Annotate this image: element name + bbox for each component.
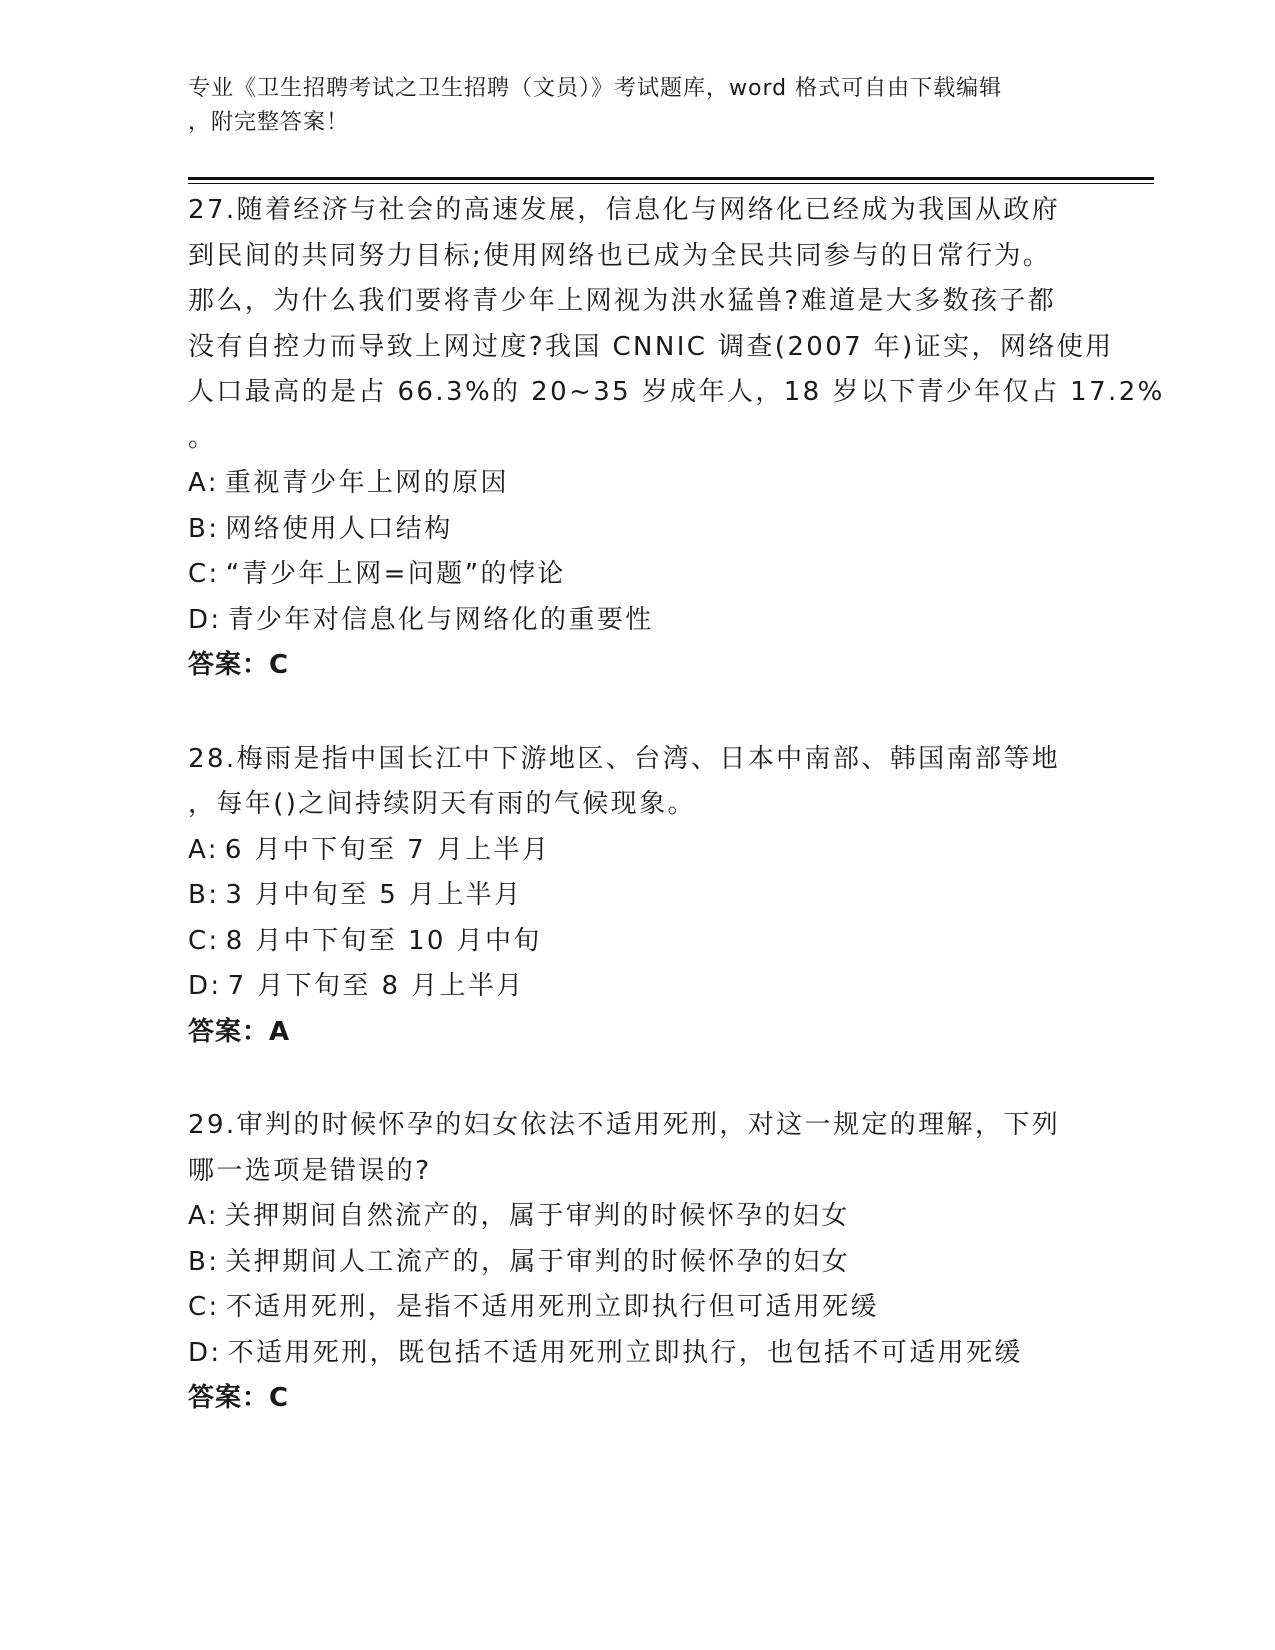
question-29 bbox=[188, 1103, 1148, 1422]
stem-line: 。 bbox=[188, 422, 217, 453]
option-text: 不适用死刑，是指不适用死刑立即执行但可适用死缓 bbox=[225, 1292, 879, 1322]
option-letter: C: bbox=[188, 559, 220, 589]
stem-line: ，每年()之间持续阴天有雨的气候现象。 bbox=[188, 789, 696, 819]
option-b bbox=[188, 507, 1148, 553]
option-text: 8 月中下旬至 10 月中旬 bbox=[225, 925, 542, 956]
answer-label: 答案：C bbox=[188, 650, 290, 680]
option-letter: C: bbox=[188, 925, 220, 956]
option-c bbox=[188, 552, 1148, 598]
header-divider-thin bbox=[188, 183, 1154, 184]
option-text: 6 月中下旬至 7 月上半月 bbox=[224, 834, 551, 865]
option-d bbox=[188, 964, 1148, 1010]
stem-line: 没有自控力而导致上网过度?我国 CNNIC 调查(2007 年)证实，网络使用 bbox=[188, 331, 1114, 362]
option-letter: A: bbox=[188, 834, 219, 865]
option-letter: D: bbox=[188, 971, 222, 1001]
option-letter: A: bbox=[188, 1201, 219, 1231]
question-stem bbox=[188, 188, 1165, 461]
option-d bbox=[188, 598, 1148, 644]
option-letter: A: bbox=[188, 468, 219, 498]
stem-line: 29.审判的时候怀孕的妇女依法不适用死刑，对这一规定的理解，下列 bbox=[188, 1110, 1061, 1140]
stem-line: 28.梅雨是指中国长江中下游地区、台湾、日本中南部、韩国南部等地 bbox=[188, 743, 1061, 774]
stem-line: 哪一选项是错误的? bbox=[188, 1155, 432, 1186]
option-text: 关押期间人工流产的，属于审判的时候怀孕的妇女 bbox=[225, 1246, 851, 1277]
option-a bbox=[188, 1194, 1148, 1240]
option-letter: C: bbox=[188, 1292, 220, 1322]
option-text: 7 月下旬至 8 月上半月 bbox=[227, 971, 525, 1001]
option-c bbox=[188, 919, 1148, 965]
option-text: 网络使用人口结构 bbox=[225, 513, 453, 544]
option-text: 青少年对信息化与网络化的重要性 bbox=[227, 604, 654, 635]
question-list bbox=[188, 188, 1165, 1470]
header-line: 专业《卫生招聘考试之卫生招聘（文员）》考试题库，word 格式可自由下载编辑 bbox=[188, 76, 1003, 101]
answer-label: 答案：C bbox=[188, 1383, 290, 1413]
option-text: 不适用死刑，既包括不适用死刑立即执行，也包括不可适用死缓 bbox=[227, 1337, 1023, 1368]
option-letter: D: bbox=[188, 604, 222, 635]
option-text: “青少年上网=问题”的悖论 bbox=[225, 559, 566, 589]
question-stem bbox=[188, 737, 1148, 828]
option-b bbox=[188, 1240, 1148, 1286]
header-divider-thick bbox=[188, 177, 1154, 180]
option-letter: B: bbox=[188, 513, 220, 544]
option-b bbox=[188, 873, 1148, 919]
option-c bbox=[188, 1285, 1148, 1331]
option-d bbox=[188, 1331, 1148, 1377]
stem-line: 那么，为什么我们要将青少年上网视为洪水猛兽?难道是大多数孩子都 bbox=[188, 286, 1057, 316]
option-text: 关押期间自然流产的，属于审判的时候怀孕的妇女 bbox=[224, 1201, 850, 1231]
option-letter: B: bbox=[188, 880, 220, 910]
option-letter: D: bbox=[188, 1337, 222, 1368]
option-a bbox=[188, 461, 1148, 507]
stem-line: 27.随着经济与社会的高速发展，信息化与网络化已经成为我国从政府 bbox=[188, 195, 1061, 225]
option-a bbox=[188, 828, 1148, 874]
page-header bbox=[188, 72, 1088, 140]
stem-line: 到民间的共同努力目标;使用网络也已成为全民共同参与的日常行为。 bbox=[188, 240, 1052, 271]
question-27 bbox=[188, 188, 1165, 689]
question-28 bbox=[188, 737, 1148, 1056]
header-line: ，附完整答案！ bbox=[188, 110, 350, 135]
answer-label: 答案：A bbox=[188, 1016, 291, 1047]
option-text: 重视青少年上网的原因 bbox=[224, 468, 509, 498]
stem-line: 人口最高的是占 66.3%的 20~35 岁成年人，18 岁以下青少年仅占 17.2% bbox=[188, 377, 1165, 407]
option-letter: B: bbox=[188, 1246, 220, 1277]
question-stem bbox=[188, 1103, 1148, 1194]
option-text: 3 月中旬至 5 月上半月 bbox=[225, 880, 523, 910]
